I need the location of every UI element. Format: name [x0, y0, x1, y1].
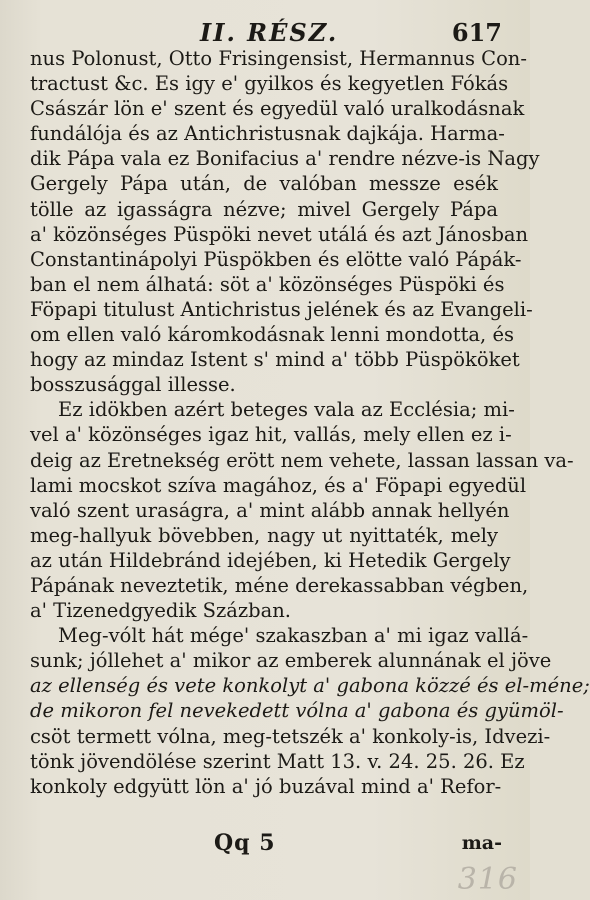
- text-line: ban el nem álhatá: söt a' közönséges Püspöki és: [30, 272, 505, 296]
- text-line: Föpapi titulust Antichristus jelének és az Evangeli-: [30, 297, 533, 321]
- text-line: nus Polonust, Otto Frisingensist, Hermannus Con-: [30, 47, 527, 70]
- italic-quote-line: de mikoron fel nevekedett vólna a' gabona és gyümöl-: [30, 699, 564, 723]
- text-line: hogy az mindaz Istent s' mind a' több Püspököket: [30, 348, 520, 372]
- signature-mark: Qq 5: [214, 830, 276, 856]
- body-text: [30, 46, 590, 799]
- text-line: deig az Eretnekség erött nem vehete, lassan lassan va-: [30, 448, 574, 472]
- italic-quote-line: az ellenség és vete konkolyt a' gabona közzé és el-méne;: [30, 674, 590, 698]
- text-line: a' Tizenedgyedik Százban.: [30, 599, 291, 623]
- text-line: tölle az igasságra nézve; mivel Gergely Pápa: [30, 197, 498, 221]
- text-line: sunk; jóllehet a' mikor az emberek alunnának el jöve: [30, 649, 552, 673]
- running-head: II. RÉSZ.: [200, 18, 339, 47]
- text-line: Constantinápolyi Püspökben és elötte való Pápák-: [30, 247, 522, 271]
- text-line: dik Pápa vala ez Bonifacius a' rendre nézve-is Nagy: [30, 147, 540, 171]
- text-line: való szent uraságra, a' mint alább annak hellyén: [30, 498, 510, 522]
- text-line: lami mocskot szíva magához, és a' Föpapi egyedül: [30, 473, 527, 497]
- text-line: vel a' közönséges igaz hit, vallás, mely ellen ez i-: [30, 423, 512, 447]
- text-line: konkoly edgyütt lön a' jó buzával mind a' Refor-: [30, 774, 502, 798]
- text-line: tönk jövendölése szerint Matt 13. v. 24. 25. 26. Ez: [30, 749, 525, 773]
- paragraph-start: Ez idökben azért beteges vala az Ecclésia; mi-: [58, 398, 515, 422]
- page-header: [0, 18, 530, 48]
- text-line: a' közönséges Püspöki nevet utálá és azt Jánosban: [30, 222, 529, 246]
- text-line: meg-hallyuk bövebben, nagy ut nyittaték, mely: [30, 523, 498, 547]
- page-number: 617: [451, 18, 502, 47]
- text-line: bosszusággal illesse.: [30, 373, 236, 397]
- text-line: tractust &c. Es igy e' gyilkos és kegyetlen Fókás: [30, 72, 509, 96]
- text-line: fundálója és az Antichristusnak dajkája. Harma-: [30, 122, 505, 146]
- text-line: Pápának neveztetik, méne derekassabban végben,: [30, 573, 529, 597]
- catchword: ma-: [461, 832, 502, 854]
- text-line: csöt termett vólna, meg-tetszék a' konkoly-is, Idvezi-: [30, 724, 551, 748]
- pencil-folio-number: 316: [457, 862, 518, 897]
- text-line: Gergely Pápa után, de valóban messze esék: [30, 172, 498, 196]
- text-line: az után Hildebránd idejében, ki Hetedik Gergely: [30, 548, 511, 572]
- paragraph-start: Meg-vólt hát mége' szakaszban a' mi igaz vallá-: [58, 624, 529, 648]
- text-line: om ellen való káromkodásnak lenni mondotta, és: [30, 323, 515, 347]
- text-line: Császár lön e' szent és egyedül való uralkodásnak: [30, 97, 525, 121]
